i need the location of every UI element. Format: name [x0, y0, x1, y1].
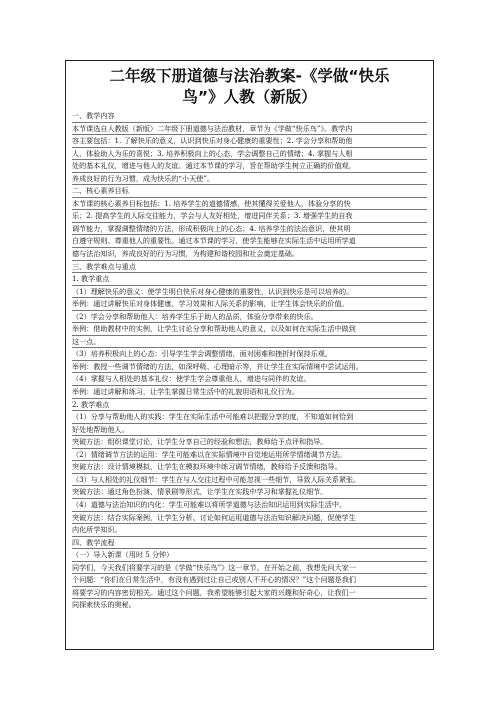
section-heading: 三、教学难点与重点: [72, 261, 427, 274]
body-line: 同学们，今天我们将要学习的是《学做“快乐鸟”》这一章节。在开始之前，我想先问大家一: [72, 562, 427, 575]
document-title: [72, 66, 427, 108]
body-line: （3）培养积极向上的心态：引导学生学会调整情绪，面对困难和挫折时保持乐观。: [72, 348, 427, 361]
body-line: （1）分享与帮助他人的实践：学生在实际生活中可能难以把握分享的度，不知道如何恰到: [72, 411, 427, 424]
body-line: 调节能力，掌握调整情绪的方法，形成积极向上的心态；4. 培养学生的法治意识，使其明: [72, 223, 427, 236]
body-line: （1）理解快乐的意义：使学生明白快乐对身心健康的重要性，认识到快乐是可以培养的。: [72, 286, 427, 299]
body-line: 德与法治知识，养成良好的行为习惯，为构建和谐校园和社会奠定基础。: [72, 248, 427, 261]
subsection-heading: 2. 教学难点: [72, 399, 427, 412]
body-line: 举例：教授一些调节情绪的方法，如深呼吸、心理暗示等，并让学生在实际情境中尝试运用。: [72, 361, 427, 374]
body-line: 好处地帮助他人。: [72, 424, 427, 437]
subsection-heading: （一）导入新课（用时 5 分钟）: [72, 549, 427, 562]
body-line: 突破方法：通过角色扮演、情景剧等形式，让学生在实践中学习和掌握礼仪细节。: [72, 486, 427, 499]
body-line: 白遵守规则、尊重他人的重要性。通过本节课的学习，使学生能够在实际生活中运用所学道: [72, 235, 427, 248]
body-line: 个问题：“你们在日常生活中，有没有遇到过让自己或别人不开心的情况？”这个问题是我们: [72, 574, 427, 587]
body-line: （4）道德与法治知识的内化：学生可能难以将所学道德与法治知识运用到实际生活中。: [72, 499, 427, 512]
body-line: 乐；2. 提高学生的人际交往能力，学会与人友好相处，增进同伴关系；3. 增强学生的自我: [72, 210, 427, 223]
title-line: 鸟”》人教（新版）: [182, 88, 317, 106]
body-line: 处的基本礼仪，增进与他人的友谊。通过本节课的学习，旨在帮助学生树立正确的价值观，: [72, 160, 427, 173]
body-line: （2）情绪调节方法的运用：学生可能难以在实际情境中自觉地运用所学情绪调节方法。: [72, 449, 427, 462]
body-line: 容主要包括：1. 了解快乐的意义，认识到快乐对身心健康的重要性；2. 学会分享和帮助他: [72, 135, 427, 148]
section-heading: 二、核心素养目标: [72, 185, 427, 198]
document-frame: [65, 60, 434, 650]
subsection-heading: 1. 教学重点: [72, 273, 427, 286]
document-body: [72, 110, 427, 611]
body-line: 内化所学知识。: [72, 524, 427, 537]
body-line: 同探索快乐的奥秘。: [72, 600, 136, 610]
body-line: 养成良好的行为习惯，成为快乐的“小天使”。: [72, 173, 427, 186]
body-line: 举例：通过讲解快乐对身体健康、学习效果和人际关系的影响，让学生体会快乐的价值。: [72, 298, 427, 311]
body-line: 突破方法：组织课堂讨论，让学生分享自己的经验和想法，教师给予点评和指导。: [72, 436, 427, 449]
title-line: 二年级下册道德与法治教案-《学做“快乐: [109, 67, 390, 85]
body-line: 这一点。: [72, 336, 427, 349]
body-line: 举例：通过讲解和练习，让学生掌握日常生活中的礼貌用语和礼仪行为。: [72, 386, 427, 399]
body-line: （4）掌握与人相处的基本礼仪：使学生学会尊重他人，增进与同伴的友谊。: [72, 373, 427, 386]
section-heading: 四、教学流程: [72, 537, 427, 550]
section-heading: 一、教学内容: [72, 110, 427, 123]
body-line: 突破方法：结合实际案例，让学生分析、讨论如何运用道德与法治知识解决问题，促使学生: [72, 512, 427, 525]
body-line: 本节课选自人教版（新版）二年级下册道德与法治教材，章节为《学做“快乐鸟”》。教学内: [72, 123, 427, 136]
body-line: （3）与人相处的礼仪细节：学生在与人交往过程中可能忽视一些细节，导致人际关系紧张。: [72, 474, 427, 487]
body-line: 举例：借助教材中的实例，让学生讨论分享和帮助他人的意义，以及如何在实际生活中做到: [72, 323, 427, 336]
body-line: 本节课的核心素养目标包括：1. 培养学生的道德情感，使其懂得关爱他人，体验分享的快: [72, 198, 427, 211]
body-line: 人，体验助人为乐的喜悦；3. 培养积极向上的心态，学会调整自己的情绪；4. 掌握与人相: [72, 148, 427, 161]
body-line: 将要学习的内容密切相关。通过这个问题，我希望能够引起大家的兴趣和好奇心，让我们一: [72, 587, 427, 600]
body-line: 突破方法：设计情境模拟，让学生在模拟环境中练习调节情绪，教师给予反馈和指导。: [72, 461, 427, 474]
body-line: （2）学会分享和帮助他人：培养学生乐于助人的品质，体验分享带来的快乐。: [72, 311, 427, 324]
